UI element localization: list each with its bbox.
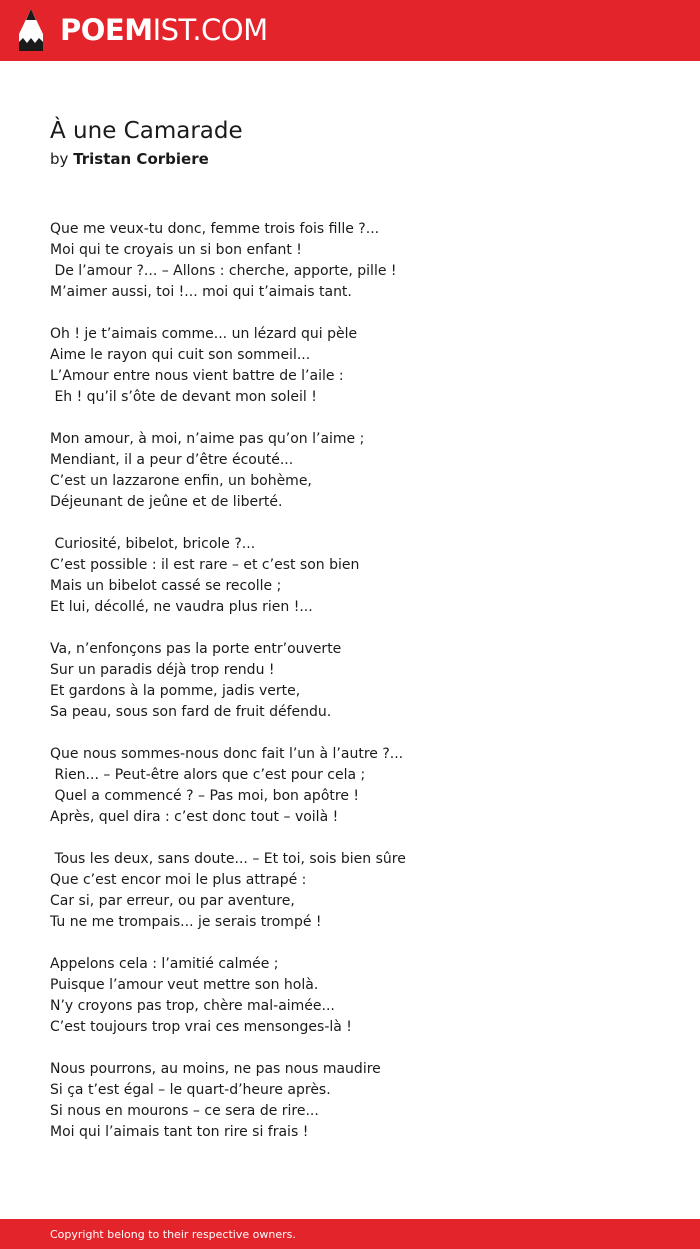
- poem-line: Et gardons à la pomme, jadis verte,: [50, 683, 301, 699]
- pencil-icon: [18, 9, 44, 51]
- poem-stanza: [50, 744, 650, 828]
- poem-line: Mendiant, il a peur d’être écouté...: [50, 452, 294, 468]
- poem-line: Quel a commencé ? – Pas moi, bon apôtre !: [50, 788, 359, 804]
- poem-stanza: [50, 219, 650, 303]
- brand-name: [60, 9, 268, 51]
- poem-line: Rien... – Peut-être alors que c’est pour cela ;: [50, 767, 366, 783]
- poem-line: C’est possible : il est rare – et c’est son bien: [50, 557, 360, 573]
- poem-line: Moi qui te croyais un si bon enfant !: [50, 242, 302, 258]
- poem-line: Aime le rayon qui cuit son sommeil...: [50, 347, 311, 363]
- poem-line: Tu ne me trompais... je serais trompé !: [50, 914, 322, 930]
- poem-line: L’Amour entre nous vient battre de l’aile :: [50, 368, 344, 384]
- poem-line: Après, quel dira : c’est donc tout – voilà !: [50, 809, 339, 825]
- poem-body: [50, 219, 650, 1164]
- site-footer: [0, 1219, 700, 1249]
- poem-stanza: [50, 324, 650, 408]
- poem-line: Et lui, décollé, ne vaudra plus rien !...: [50, 599, 313, 615]
- poem-line: Va, n’enfonçons pas la porte entr’ouverte: [50, 641, 342, 657]
- by-label: by: [50, 150, 69, 168]
- poem-stanza: [50, 954, 650, 1038]
- poem-line: Que nous sommes-nous donc fait l’un à l’autre ?...: [50, 746, 404, 762]
- poem-line: Déjeunant de jeûne et de liberté.: [50, 494, 283, 510]
- poem-line: Puisque l’amour veut mettre son holà.: [50, 977, 319, 993]
- poem-line: Appelons cela : l’amitié calmée ;: [50, 956, 279, 972]
- brand-name-light: IST.COM: [152, 13, 268, 47]
- poem-line: Oh ! je t’aimais comme... un lézard qui pèle: [50, 326, 358, 342]
- site-header: [0, 0, 700, 61]
- poem-stanza: [50, 1059, 650, 1143]
- poem-stanza: [50, 534, 650, 618]
- poem-line: Eh ! qu’il s’ôte de devant mon soleil !: [50, 389, 317, 405]
- poem-line: De l’amour ?... – Allons : cherche, apporte, pille !: [50, 263, 397, 279]
- poem-line: Que me veux-tu donc, femme trois fois fille ?...: [50, 221, 380, 237]
- poem-line: Que c’est encor moi le plus attrapé :: [50, 872, 307, 888]
- author-name[interactable]: Tristan Corbiere: [73, 150, 209, 168]
- poem-line: Moi qui l’aimais tant ton rire si frais !: [50, 1124, 309, 1140]
- byline: [50, 148, 209, 170]
- poem-line: Tous les deux, sans doute... – Et toi, sois bien sûre: [50, 851, 406, 867]
- poem-line: Si nous en mourons – ce sera de rire...: [50, 1103, 319, 1119]
- brand-name-bold: POEM: [60, 13, 153, 47]
- poem-title: À une Camarade: [50, 118, 243, 144]
- poem-stanza: [50, 849, 650, 933]
- poem-line: Mais un bibelot cassé se recolle ;: [50, 578, 282, 594]
- poem-line: Car si, par erreur, ou par aventure,: [50, 893, 295, 909]
- poem-line: Si ça t’est égal – le quart-d’heure après.: [50, 1082, 331, 1098]
- poem-line: Mon amour, à moi, n’aime pas qu’on l’aime ;: [50, 431, 365, 447]
- poem-line: Nous pourrons, au moins, ne pas nous maudire: [50, 1061, 381, 1077]
- poem-line: M’aimer aussi, toi !... moi qui t’aimais tant.: [50, 284, 352, 300]
- poem-line: N’y croyons pas trop, chère mal-aimée...: [50, 998, 335, 1014]
- poem-line: C’est toujours trop vrai ces mensonges-là !: [50, 1019, 352, 1035]
- poem-line: Sa peau, sous son fard de fruit défendu.: [50, 704, 332, 720]
- site-logo[interactable]: [18, 9, 268, 51]
- poem-line: Sur un paradis déjà trop rendu !: [50, 662, 275, 678]
- poem-stanza: [50, 639, 650, 723]
- poem-line: Curiosité, bibelot, bricole ?...: [50, 536, 256, 552]
- poem-stanza: [50, 429, 650, 513]
- copyright-notice: Copyright belong to their respective owners.: [50, 1228, 296, 1241]
- poem-line: C’est un lazzarone enfin, un bohème,: [50, 473, 312, 489]
